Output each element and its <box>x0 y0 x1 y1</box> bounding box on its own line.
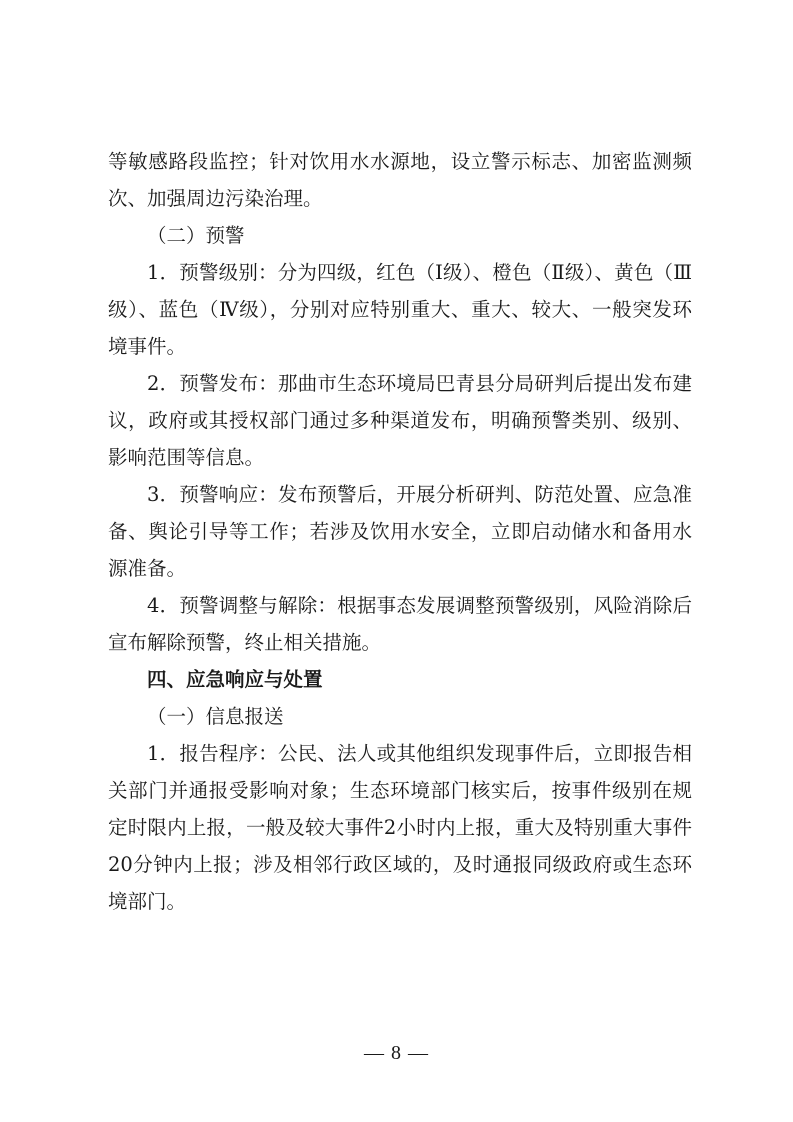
paragraph-warning-level: 1．预警级别：分为四级，红色（Ⅰ级）、橙色（Ⅱ级）、黄色（Ⅲ级）、蓝色（Ⅳ级），分别对应特别重大、重大、较大、一般突发环境事件。 <box>108 261 692 358</box>
paragraph-warning-response: 3．预警响应：发布预警后，开展分析研判、防范处置、应急准备、舆论引导等工作；若涉及饮用水安全，立即启动储水和备用水源准备。 <box>108 483 692 580</box>
subheading-information-reporting: （一）信息报送 <box>147 705 284 728</box>
section-heading-emergency-response: 四、应急响应与处置 <box>147 668 323 691</box>
page-number: — 8 — <box>364 1042 429 1064</box>
document-body <box>108 143 692 920</box>
paragraph-warning-release: 2．预警发布：那曲市生态环境局巴青县分局研判后提出发布建议，政府或其授权部门通过多种渠道发布，明确预警类别、级别、影响范围等信息。 <box>108 372 692 469</box>
paragraph-reporting-procedure: 1．报告程序：公民、法人或其他组织发现事件后，立即报告相关部门并通报受影响对象；生态环境部门核实后，按事件级别在规定时限内上报，一般及较大事件2小时内上报，重大及特别重大事件20分钟内上报；涉及相邻行政区域的，及时通报同级政府或生态环境部门。 <box>108 742 692 913</box>
subheading-warning: （二）预警 <box>147 224 245 247</box>
paragraph-continuation: 等敏感路段监控；针对饮用水水源地，设立警示标志、加密监测频次、加强周边污染治理。 <box>108 150 692 210</box>
paragraph-warning-adjustment: 4．预警调整与解除：根据事态发展调整预警级别，风险消除后宣布解除预警，终止相关措施。 <box>108 594 692 654</box>
